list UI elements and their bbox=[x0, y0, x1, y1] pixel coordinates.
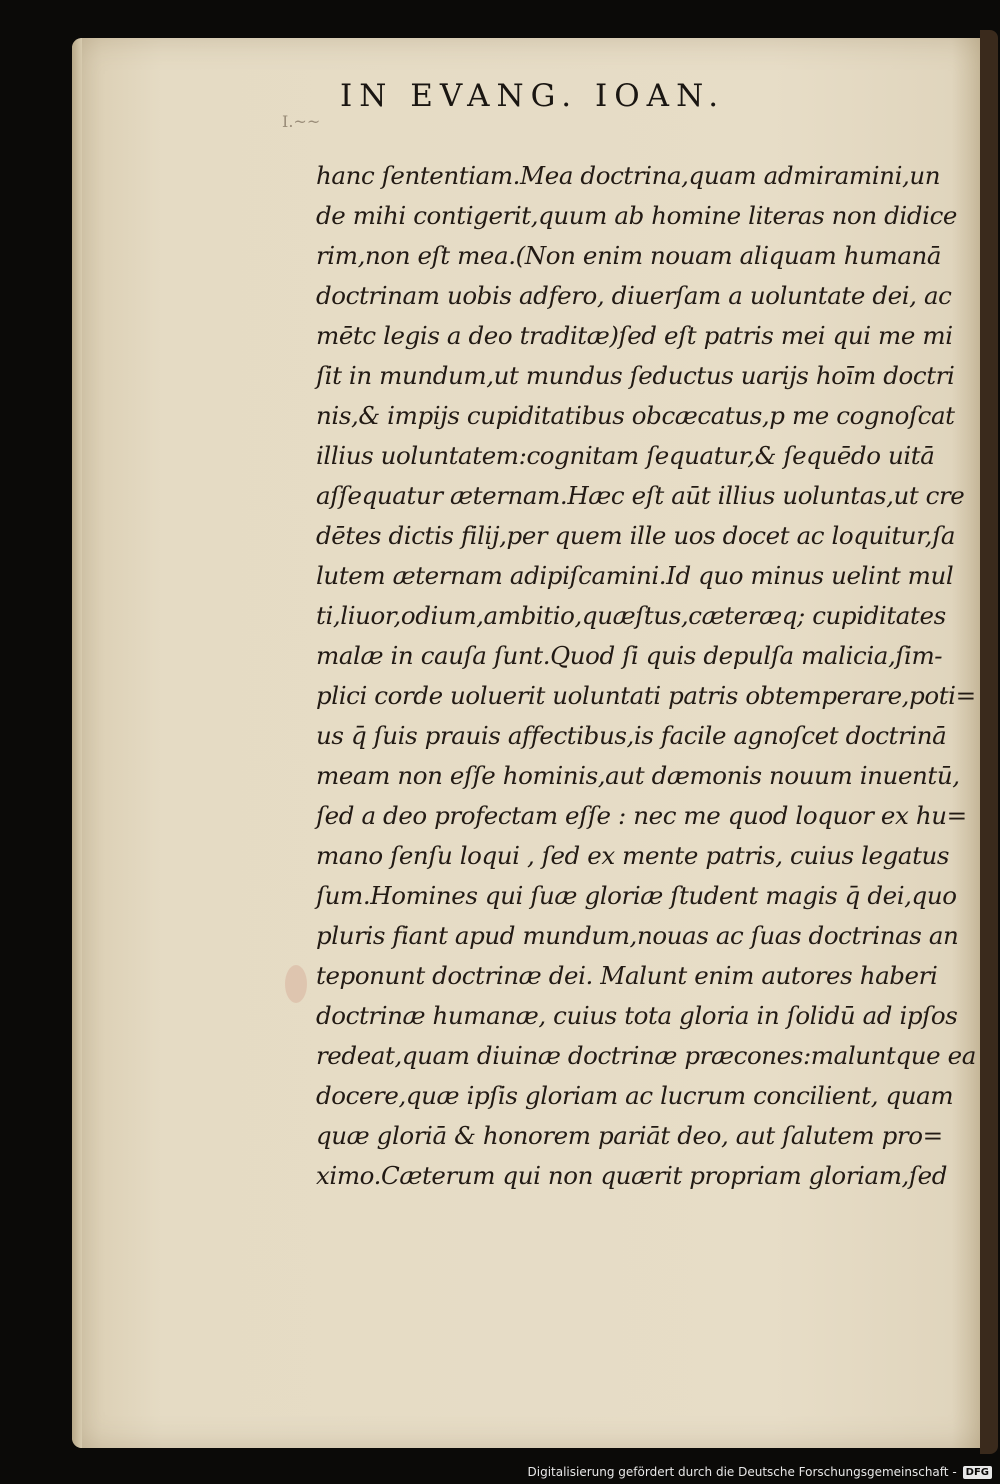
text-line: teponunt doctrinæ dei. Malunt enim autores haberi bbox=[316, 961, 938, 990]
text-line: mētc legis a deo traditæ)ſed eſt patris mei qui me mi bbox=[316, 321, 953, 350]
digitization-footer bbox=[528, 1462, 993, 1482]
text-line: de mihi contigerit,quum ab homine literas non didice bbox=[316, 201, 957, 230]
text-line: quæ gloriā & honorem pariāt deo, aut ſalutem pro= bbox=[316, 1121, 943, 1150]
page-edge-shadow bbox=[980, 30, 998, 1454]
text-line: docere,quæ ipſis gloriam ac lucrum concilient, quam bbox=[316, 1081, 954, 1110]
text-line: ſed a deo profectam eſſe : nec me quod loquor ex hu= bbox=[316, 801, 967, 830]
text-line: doctrinæ humanæ, cuius tota gloria in ſolidū ad ipſos bbox=[316, 1001, 958, 1030]
body-text-block bbox=[316, 156, 976, 1196]
text-line: redeat,quam diuinæ doctrinæ præcones:maluntque ea bbox=[316, 1041, 976, 1070]
text-line: illius uoluntatem:cognitam ſequatur,& ſequēdo uitā bbox=[316, 441, 935, 470]
text-line: meam non eſſe hominis,aut dæmonis nouum inuentū, bbox=[316, 761, 960, 790]
text-line: dētes dictis filij,per quem ille uos docet ac loquitur,ſa bbox=[316, 521, 956, 550]
text-line: doctrinam uobis adfero, diuerſam a uoluntate dei, ac bbox=[316, 281, 952, 310]
text-line: us q̄ ſuis prauis affectibus,is facile agnoſcet doctrinā bbox=[316, 721, 947, 750]
text-line: plici corde uoluerit uoluntati patris obtemperare,poti= bbox=[316, 681, 976, 710]
text-line: lutem æternam adipiſcamini.Id quo minus uelint mul bbox=[316, 561, 954, 590]
paper-stain bbox=[285, 965, 307, 1003]
running-title: IN EVANG. IOAN. bbox=[340, 78, 726, 114]
text-line: mano ſenſu loqui , ſed ex mente patris, cuius legatus bbox=[316, 841, 950, 870]
text-line: rim,non eſt mea.(Non enim nouam aliquam humanā bbox=[316, 241, 942, 270]
page-gutter bbox=[72, 38, 82, 1448]
text-line: hanc ſententiam.Mea doctrina,quam admiramini,un bbox=[316, 161, 941, 190]
text-line: ſum.Homines qui ſuæ gloriæ ſtudent magis q̄ dei,quo bbox=[316, 881, 957, 910]
text-line: ximo.Cæterum qui non quærit propriam gloriam,ſed bbox=[316, 1161, 947, 1190]
text-line: aſſequatur æternam.Hæc eſt aūt illius uoluntas,ut cre bbox=[316, 481, 965, 510]
text-line: pluris fiant apud mundum,nouas ac ſuas doctrinas an bbox=[316, 921, 959, 950]
digitization-note: Digitalisierung gefördert durch die Deutsche Forschungsgemeinschaft - bbox=[527, 1465, 957, 1479]
text-line: malæ in cauſa ſunt.Quod ſi quis depulſa malicia,ſim- bbox=[316, 641, 943, 670]
text-line: ti,liuor,odium,ambitio,quæſtus,cæteræq; cupiditates bbox=[316, 601, 946, 630]
text-line: ſit in mundum,ut mundus ſeductus uarijs hoīm doctri bbox=[316, 361, 955, 390]
text-line: nis,& impijs cupiditatibus obcæcatus,p me cognoſcat bbox=[316, 401, 955, 430]
dfg-logo: DFG bbox=[963, 1466, 992, 1479]
marginal-annotation: I.~~ bbox=[282, 112, 321, 131]
